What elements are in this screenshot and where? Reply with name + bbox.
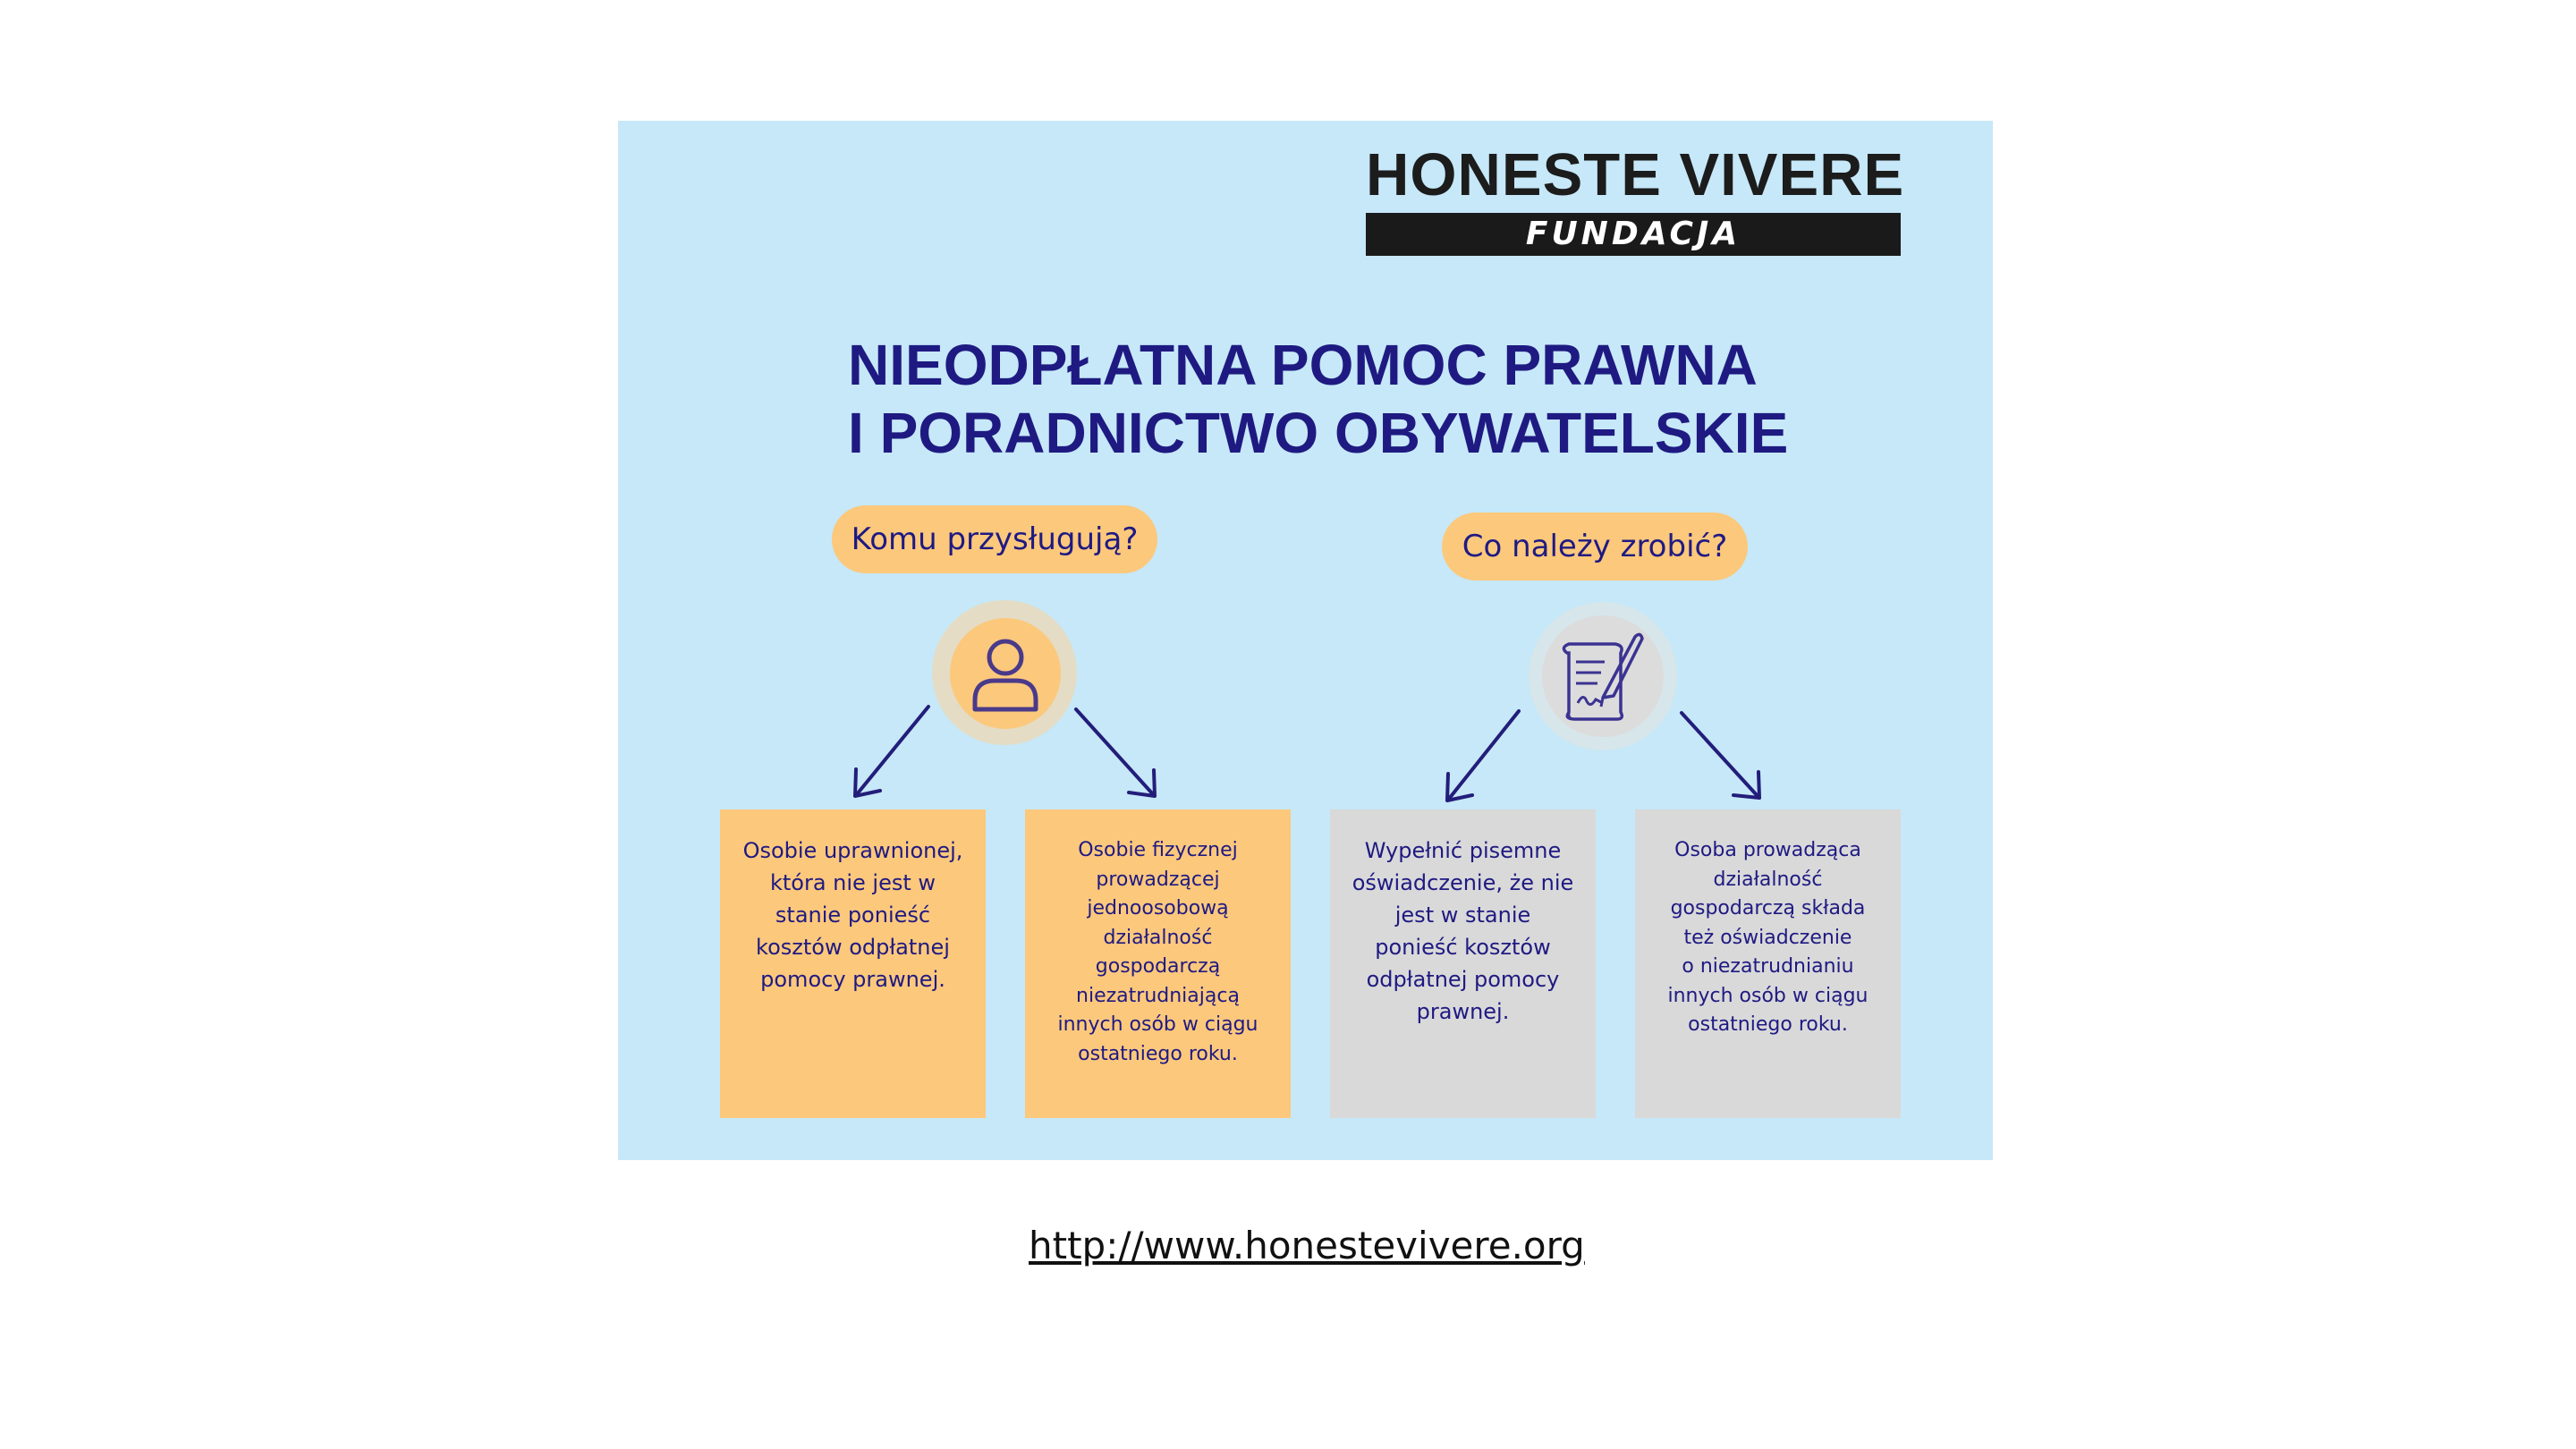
arrow-right-1 <box>1447 711 1519 801</box>
question-what-to-do: Co należy zrobić? <box>1442 513 1748 580</box>
logo-name: HONESTE VIVERE <box>1366 141 1905 208</box>
arrow-left-2 <box>1076 709 1155 796</box>
action-box-1 <box>1330 809 1596 1118</box>
action-text-1: Wypełnić pisemne oświadczenie, że nie jest w stanie ponieść kosztów odpłatnej pomocy prawnej. <box>1352 838 1574 1024</box>
eligibility-box-2 <box>1025 809 1291 1118</box>
title-line-2: I PORADNICTWO OBYWATELSKIE <box>848 401 1789 465</box>
eligibility-text-1: Osobie uprawnionej, która nie jest w stanie ponieść kosztów odpłatnej pomocy prawnej. <box>742 838 963 992</box>
logo-subtitle: FUNDACJA <box>1366 213 1901 256</box>
eligibility-text-2: Osobie fizycznej prowadzącej jednoosobową działalność gospodarczą niezatrudniającą innych osób w ciągu ostatniego roku. <box>1057 839 1258 1065</box>
arrow-right-2 <box>1682 713 1759 798</box>
question-who-eligible: Komu przysługują? <box>832 505 1157 573</box>
website-link[interactable]: http://www.honestevivere.org <box>1029 1224 1585 1267</box>
title-line-1: NIEODPŁATNA POMOC PRAWNA <box>848 333 1758 397</box>
arrow-left-1 <box>855 707 928 796</box>
eligibility-box-1 <box>720 809 986 1118</box>
action-box-2 <box>1635 809 1901 1118</box>
action-text-2: Osoba prowadząca działalność gospodarczą składa też oświadczenie o niezatrudnianiu innych osób w ciągu ostatniego roku. <box>1667 839 1868 1036</box>
